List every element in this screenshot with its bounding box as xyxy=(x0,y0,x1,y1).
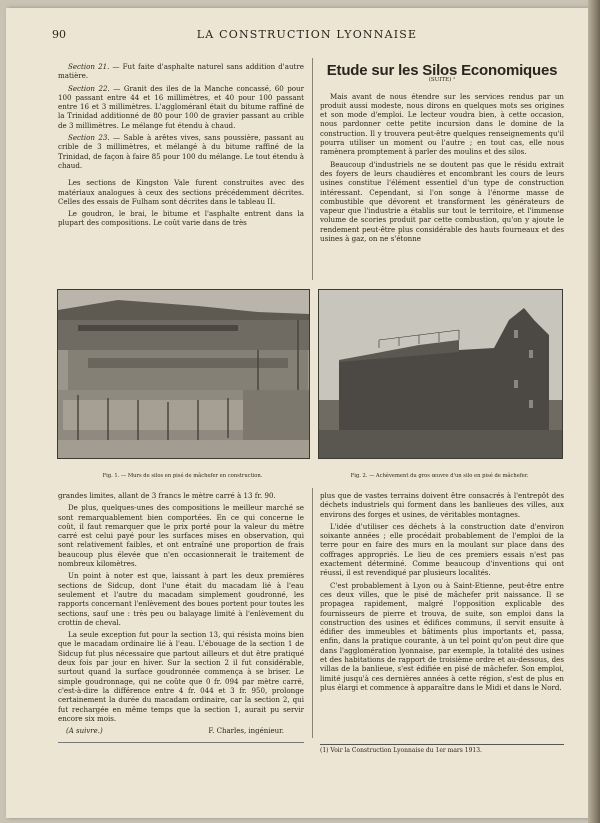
body-paragraph: La seule exception fut pour la section 13, qui résista moins bien que le macadam ordinaire lié à l'eau. L'ébouage de la section 1 de Sidcup fut plus nécessaire que partout ailleurs et dut être pratiqué deux fois par jour en hiver. Sur la section 2 il fut considérable, surtout quand la surface goudronnée commença à se briser. Le simple goudronnage, qui ne coûte que 0 fr. 094 par mètre carré, c'est-à-dire la différence entre 4 fr. 044 et 3 fr. 950, prolonge certainement la durée du macadam ordinaire, car la section 2, qui fut rechargée en même temps que la section 1, aurait pu servir encore six mois. xyxy=(58,630,304,723)
right-column-bottom xyxy=(320,491,564,695)
body-paragraph: Les sections de Kingston Vale furent construites avec des matériaux analogues à ceux des sections précédemment décrites. Celles des essais de Fulham sont décrites dans le tableau II. xyxy=(58,178,304,206)
body-paragraph: De plus, quelques-unes des compositions le meilleur marché se sont remarquablement bien comportées. En ce qui concerne le coût, il faut remarquer que le prix porté pour la valeur du mètre carré est celui payé pour les surfaces mises en observation, qui sont relativement faibles, et ont entraîné une proportion de frais beaucoup plus élevée que n'en occasionnerait le traitement de nombreux kilomètres. xyxy=(58,503,304,569)
body-paragraph: L'idée d'utiliser ces déchets à la construction date d'environ soixante années ; elle procédait probablement de l'emploi de la terre pour en faire des murs en la moulant sur place dans des coffrages appropriés. Le lieu de ces premiers essais n'est pas exactement déterminé. Comme beaucoup d'inventions qui ont réussi, il est revendiqué par plusieurs localités. xyxy=(320,521,564,578)
section-paragraph: Section 23. — Sable à arêtes vives, sans poussière, passant au crible de 3 millimètres, et mélangé à du bitume raffiné de la Trinidad, de façon à faire 85 pour 100 du mélange. Le tout étendu à chaud. xyxy=(58,133,304,170)
column-divider xyxy=(312,488,313,738)
article-subtitle: (SUITE) ¹ xyxy=(428,77,456,84)
left-column-bottom xyxy=(58,491,304,736)
article-title: Etude sur les Silos Economiques xyxy=(326,62,558,79)
signature-line xyxy=(58,727,304,736)
figure-1-caption: Fig. 1. — Murs de silos en pisé de mâchefer en construction. xyxy=(102,473,263,479)
body-paragraph: Le goudron, le brai, le bitume et l'asphalte entrent dans la plupart des compositions. Le coût varie dans de très xyxy=(58,209,304,228)
body-paragraph: Mais avant de nous étendre sur les services rendus par un produit aussi modeste, nous dirons en quelques mots ses origines et son mode d'emploi. Le lecteur voudra bien, à cette occasion, nous pardonner cette petite incursion dans le domine de la construction. Il y trouvera peut-être quelques renseignements qu'il pourra utiliser un moment ou l'autre ; en tout cas, elle nous ramènera promptement à parler des moulins et des silos. xyxy=(320,91,564,157)
section-paragraph: Section 21. — Fut faite d'asphalte naturel sans addition d'autre matière. xyxy=(58,62,304,81)
body-paragraph: grandes limites, allant de 3 francs le mètre carré à 13 fr. 90. xyxy=(58,491,276,500)
end-rule xyxy=(58,742,304,743)
column-divider xyxy=(312,58,313,280)
continuation-note: (A suivre.) xyxy=(66,727,103,736)
page-header xyxy=(52,28,562,44)
author-signature: F. Charles, ingénieur. xyxy=(208,727,284,736)
figure-2-caption: Fig. 2. — Achèvement du gros œuvre d'un silo en pisé de mâchefer. xyxy=(350,473,529,479)
body-paragraph: plus que de vastes terrains doivent être consacrés à l'entrepôt des déchets industriels qui forment dans les banlieues des villes, aux environs des forges et usines, de véritables montagnes. xyxy=(320,491,564,519)
footnote: (1) Voir la Construction Lyonnaise du 1er mars 1913. xyxy=(320,744,564,754)
running-title: LA CONSTRUCTION LYONNAISE xyxy=(196,28,418,41)
figure-2-photo xyxy=(318,289,563,459)
right-column-top xyxy=(320,62,564,246)
body-paragraph: Beaucoup d'industriels ne se doutent pas que le résidu extrait des foyers de leurs chaudières et encombrant les cours de leurs usines constitue l'élément essentiel d'un type de construction intéressant. Cependant, si l'on songe à l'énorme masse de combustible que dévorent et transforment les générateurs de vapeur que l'industrie a établis sur tout le territoire, et l'immense volume de scories produit par cette combustion, qu'on y ajoute le rendement peut-être plus considérable des hauts fourneaux et des usines à gaz, on ne s'étonne xyxy=(320,159,564,244)
body-paragraph: Un point à noter est que, laissant à part les deux premières sections de Sidcup, dont l'une était du macadam lié à l'eau seulement et l'autre du macadam simplement goudronné, les rapports concernant l'enlèvement des boues portent pour toutes les sections, sauf une : très peu ou balayage limité à l'enlèvement du crottin de cheval. xyxy=(58,571,304,627)
left-column-top xyxy=(58,62,304,231)
book-spine xyxy=(588,0,600,823)
page-number: 90 xyxy=(52,28,66,41)
figure-1-photo xyxy=(57,289,310,459)
body-paragraph: C'est probablement à Lyon ou à Saint-Etienne, peut-être entre ces deux villes, que le pisé de mâchefer prit naissance. Il se propagea rapidement, malgré l'opposition explicable des fournisseurs de pierre et trouva, de suite, son emploi dans la construction des usines et édifices communs, il servit ensuite à édifier des immeubles et bâtiments plus importants et, passa, enfin, dans la pratique courante, à un tel point qu'on peut dire que dans l'agglomération lyonnaise, par exemple, la totalité des usines et des habitations de rapport de troisième ordre et au-dessous, des villas de la banlieue, s'est édifiée en pisé de mâchefer. Son emploi, limité jusqu'à ces dernières années à cette région, s'est de plus en plus élargi et commence à apparaître dans le Midi et dans le Nord. xyxy=(320,580,564,692)
section-paragraph: Section 22. — Granit des iles de la Manche concassé, 60 pour 100 passant entre 44 et 16 millimètres, et 40 pour 100 passant entre 16 et 3 millimètres. L'aggloméranl était du bitume raffiné de la Trinidad additionné de 80 pour 100 de gravier passant au crible de 3 millimètres. Le mélange fut étendu à chaud. xyxy=(58,83,304,130)
